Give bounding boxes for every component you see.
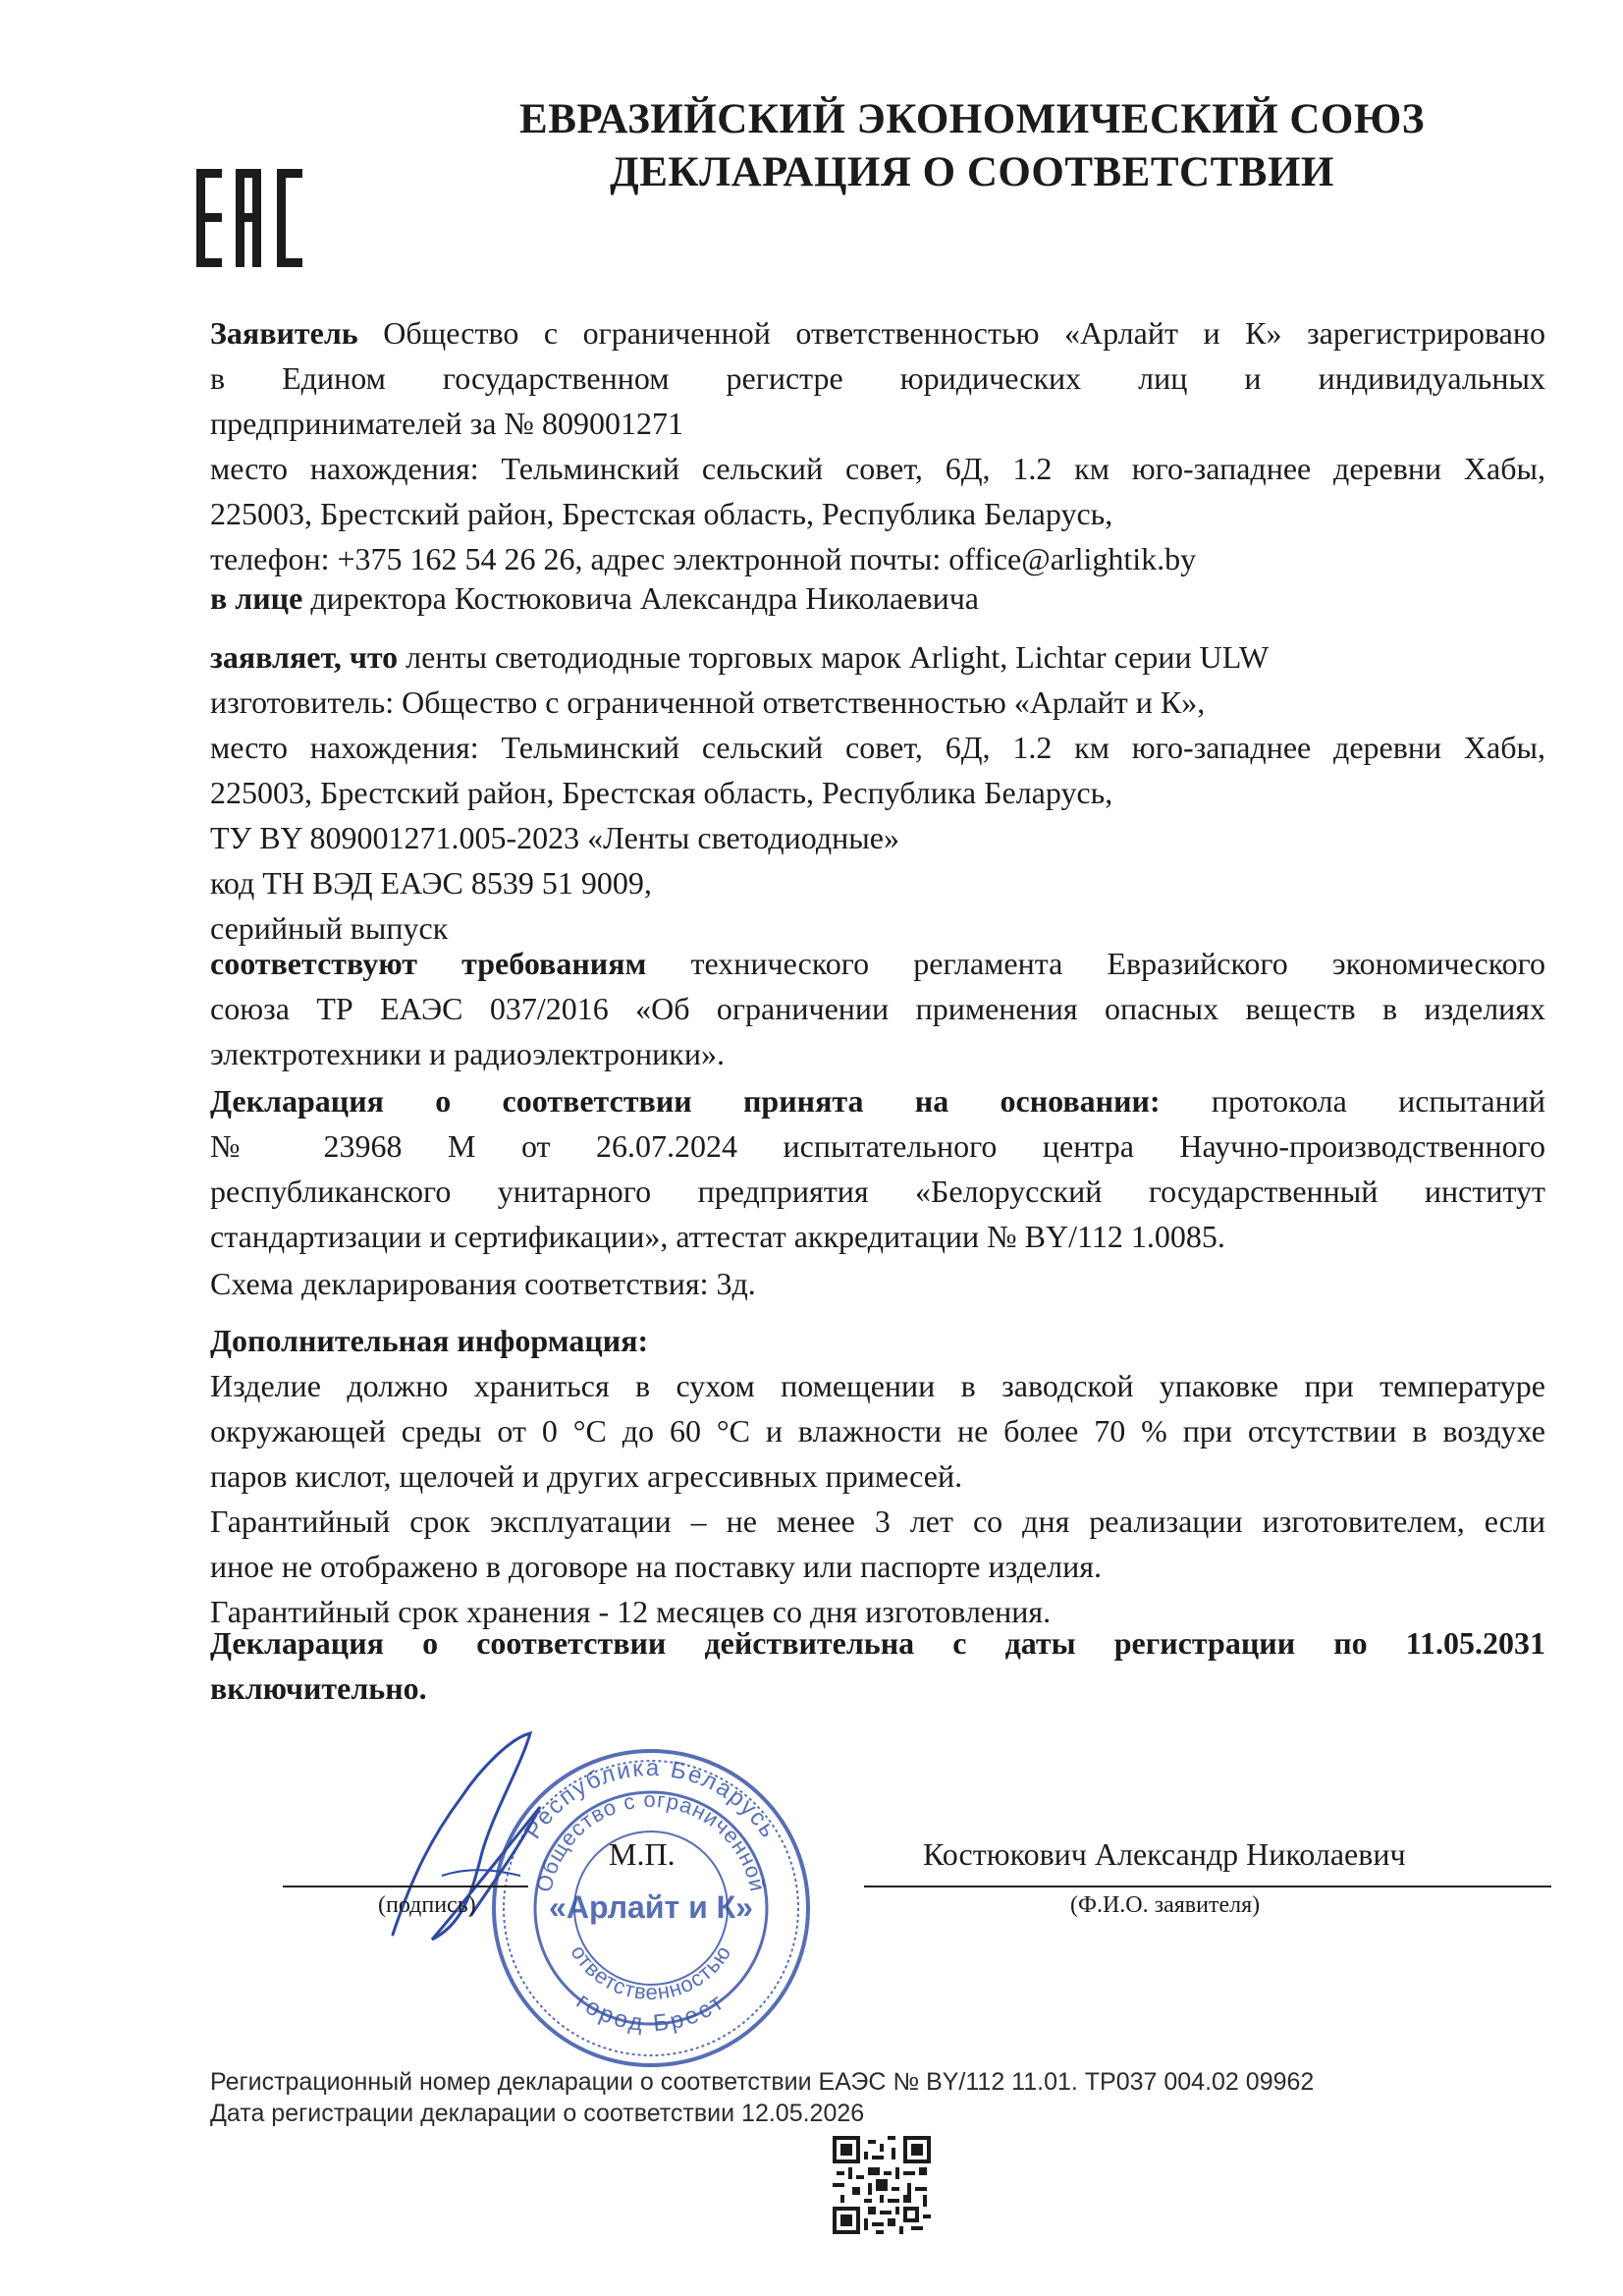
stamp-outer-top: Республика Беларусь bbox=[519, 1754, 783, 1844]
signature-line bbox=[283, 1886, 528, 1887]
additional-line-3: паров кислот, щелочей и других агрессивных примесей. bbox=[210, 1458, 963, 1494]
basis-text-4: стандартизации и сертификации», аттестат аккредитации № BY/112 1.0085. bbox=[210, 1219, 1225, 1254]
basis-text-3: республиканского унитарного предприятия «Белорусский государственный институт bbox=[210, 1174, 1545, 1209]
additional-label: Дополнительная информация: bbox=[210, 1323, 649, 1358]
applicant-name: Костюкович Александр Николаевич bbox=[923, 1836, 1406, 1872]
hs-code-line: код ТН ВЭД ЕАЭС 8539 51 9009, bbox=[210, 865, 652, 901]
applicant-label: Заявитель bbox=[210, 315, 358, 351]
tu-line: ТУ BY 809001271.005-2023 «Ленты светодиодные» bbox=[210, 820, 899, 855]
additional-line-5: иное не отображено в договоре на поставку или паспорте изделия. bbox=[210, 1549, 1102, 1584]
manufacturer-address-2: 225003, Брестский район, Брестская область, Республика Беларусь, bbox=[210, 775, 1113, 810]
validity-line-1: Декларация о соответствии действительна с даты регистрации по 11.05.2031 bbox=[210, 1625, 1545, 1661]
basis-label: Декларация о соответствии принята на основании: bbox=[210, 1083, 1161, 1119]
additional-line-1: Изделие должно храниться в сухом помещении в заводской упаковке при температуре bbox=[210, 1368, 1545, 1403]
conforms-label: соответствуют требованиям bbox=[210, 946, 647, 981]
applicant-text: Общество с ограниченной ответственностью «Арлайт и К» зарегистрировано bbox=[357, 315, 1545, 351]
conforms-text-3: электротехники и радиоэлектроники». bbox=[210, 1036, 725, 1071]
stamp-place-label: М.П. bbox=[609, 1836, 676, 1872]
eac-mark-icon bbox=[196, 169, 314, 267]
manufacturer-line: изготовитель: Общество с ограниченной ответственностью «Арлайт и К», bbox=[210, 684, 1206, 720]
release-type: серийный выпуск bbox=[210, 910, 449, 946]
scheme-section bbox=[210, 1261, 1545, 1306]
additional-line-6: Гарантийный срок хранения - 12 месяцев со дня изготовления. bbox=[210, 1594, 1052, 1629]
header-union: ЕВРАЗИЙСКИЙ ЭКОНОМИЧЕСКИЙ СОЮЗ bbox=[519, 96, 1425, 142]
person-section bbox=[210, 575, 1545, 621]
basis-section bbox=[210, 1078, 1545, 1259]
applicant-name-label: (Ф.И.О. заявителя) bbox=[1070, 1892, 1261, 1918]
basis-text-1: протокола испытаний bbox=[1160, 1083, 1546, 1119]
document-header bbox=[403, 93, 1542, 199]
header-title: ДЕКЛАРАЦИЯ О СООТВЕТСТВИИ bbox=[610, 149, 1334, 195]
qr-code-icon bbox=[833, 2136, 931, 2234]
stamp-inner-bottom: ответственностью bbox=[566, 1940, 736, 2005]
applicant-address-1: место нахождения: Тельминский сельский совет, 6Д, 1.2 км юго-западнее деревни Хабы, bbox=[210, 451, 1545, 486]
applicant-address-2: 225003, Брестский район, Брестская область, Республика Беларусь, bbox=[210, 496, 1113, 531]
scheme-text: Схема декларирования соответствия: 3д. bbox=[210, 1266, 756, 1301]
conforms-section bbox=[210, 941, 1545, 1076]
declares-product: ленты светодиодные торговых марок Arlight, Lichtar серии ULW bbox=[398, 639, 1270, 675]
conforms-text-2: союза ТР ЕАЭС 037/2016 «Об ограничении применения опасных веществ в изделиях bbox=[210, 991, 1545, 1026]
applicant-register-number: предпринимателей за № 809001271 bbox=[210, 406, 683, 441]
stamp-outer-bottom: город Брест bbox=[571, 1988, 730, 2038]
applicant-section bbox=[210, 310, 1545, 581]
person-label: в лице bbox=[210, 580, 303, 616]
signature-label: (подпись) bbox=[378, 1892, 476, 1918]
stamp-center: «Арлайт и К» bbox=[549, 1889, 753, 1925]
validity-section bbox=[210, 1620, 1545, 1711]
applicant-contacts: телефон: +375 162 54 26 26, адрес электронной почты: office@arlightik.by bbox=[210, 541, 1197, 576]
signature-scribble bbox=[373, 1728, 569, 1954]
declares-label: заявляет, что bbox=[210, 639, 399, 675]
declares-section bbox=[210, 634, 1545, 951]
manufacturer-address-1: место нахождения: Тельминский сельский совет, 6Д, 1.2 км юго-западнее деревни Хабы, bbox=[210, 730, 1545, 765]
registration-number: Регистрационный номер декларации о соответствии ЕАЭС № BY/112 11.01. ТР037 004.02 09962 bbox=[210, 2068, 1315, 2096]
applicant-register: в Едином государственном регистре юридических лиц и индивидуальных bbox=[210, 360, 1545, 396]
validity-line-2: включительно. bbox=[210, 1670, 427, 1706]
additional-line-2: окружающей среды от 0 °С до 60 °С и влажности не более 70 % при отсутствии в воздухе bbox=[210, 1413, 1545, 1449]
stamp-inner-top: Общество с ограниченной bbox=[531, 1786, 771, 1894]
conforms-text-1: технического регламента Евразийского экономического bbox=[646, 946, 1546, 981]
registration-date: Дата регистрации декларации о соответствии 12.05.2026 bbox=[210, 2100, 865, 2127]
basis-text-2: № 23968 М от 26.07.2024 испытательного центра Научно-производственного bbox=[210, 1128, 1545, 1164]
name-line bbox=[864, 1886, 1551, 1887]
additional-section bbox=[210, 1318, 1545, 1634]
additional-line-4: Гарантийный срок эксплуатации – не менее 3 лет со дня реализации изготовителем, если bbox=[210, 1503, 1545, 1539]
person-text: директора Костюковича Александра Николаевича bbox=[302, 580, 979, 616]
